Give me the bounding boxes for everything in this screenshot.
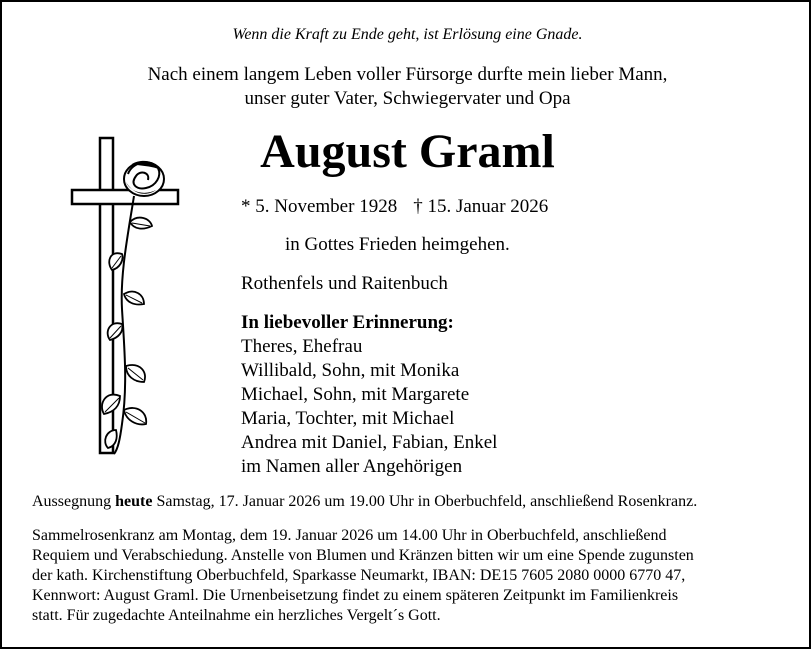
intro-text bbox=[2, 63, 811, 111]
birth-date: * 5. November 1928 bbox=[241, 196, 398, 217]
mourner-line: Michael, Sohn, mit Margarete bbox=[241, 384, 470, 405]
mourner-line: Maria, Tochter, mit Michael bbox=[241, 408, 455, 429]
rosary-line: der kath. Kirchenstiftung Oberbuchfeld, Sparkasse Neumarkt, IBAN: DE15 7605 2080 0000 6770 47, bbox=[32, 567, 686, 584]
memory-block bbox=[241, 311, 497, 479]
place-line: Rothenfels und Raitenbuch bbox=[241, 273, 448, 294]
intro-line: unser guter Vater, Schwiegervater und Opa bbox=[244, 88, 571, 109]
rosary-line: Sammelrosenkranz am Montag, dem 19. Januar 2026 um 14.00 Uhr in Oberbuchfeld, anschließend bbox=[32, 527, 667, 544]
deceased-name: August Graml bbox=[260, 125, 555, 178]
mourner-line: im Namen aller Angehörigen bbox=[241, 456, 463, 477]
death-date: † 15. Januar 2026 bbox=[413, 196, 549, 217]
aussegnung-details: Samstag, 17. Januar 2026 um 19.00 Uhr in Oberbuchfeld, anschließend Rosenkranz. bbox=[156, 493, 698, 510]
aussegnung-prefix: Aussegnung bbox=[32, 493, 112, 510]
rosary-line: Requiem und Verabschiedung. Anstelle von Blumen und Kränzen bitten wir um eine Spende zugunsten bbox=[32, 547, 694, 564]
rosary-line: Kennwort: August Graml. Die Urnenbeisetzung findet zu einem späteren Zeitpunkt im Familienkreis bbox=[32, 587, 679, 604]
rosary-info bbox=[32, 526, 792, 626]
life-dates bbox=[241, 195, 548, 219]
aussegnung-emphasis: heute bbox=[115, 493, 153, 510]
peace-line: in Gottes Frieden heimgehen. bbox=[285, 234, 510, 255]
motto: Wenn die Kraft zu Ende geht, ist Erlösung eine Gnade. bbox=[232, 26, 583, 43]
cross-with-rose-icon bbox=[70, 134, 190, 459]
memory-heading: In liebevoller Erinnerung: bbox=[241, 312, 454, 333]
rosary-line: statt. Für zugedachte Anteilnahme ein herzliches Vergelt´s Gott. bbox=[32, 607, 441, 624]
aussegnung-info bbox=[32, 492, 792, 512]
mourner-line: Theres, Ehefrau bbox=[241, 336, 363, 357]
mourner-line: Willibald, Sohn, mit Monika bbox=[241, 360, 460, 381]
mourner-line: Andrea mit Daniel, Fabian, Enkel bbox=[241, 432, 498, 453]
intro-line: Nach einem langem Leben voller Fürsorge durfte mein lieber Mann, bbox=[147, 64, 668, 85]
